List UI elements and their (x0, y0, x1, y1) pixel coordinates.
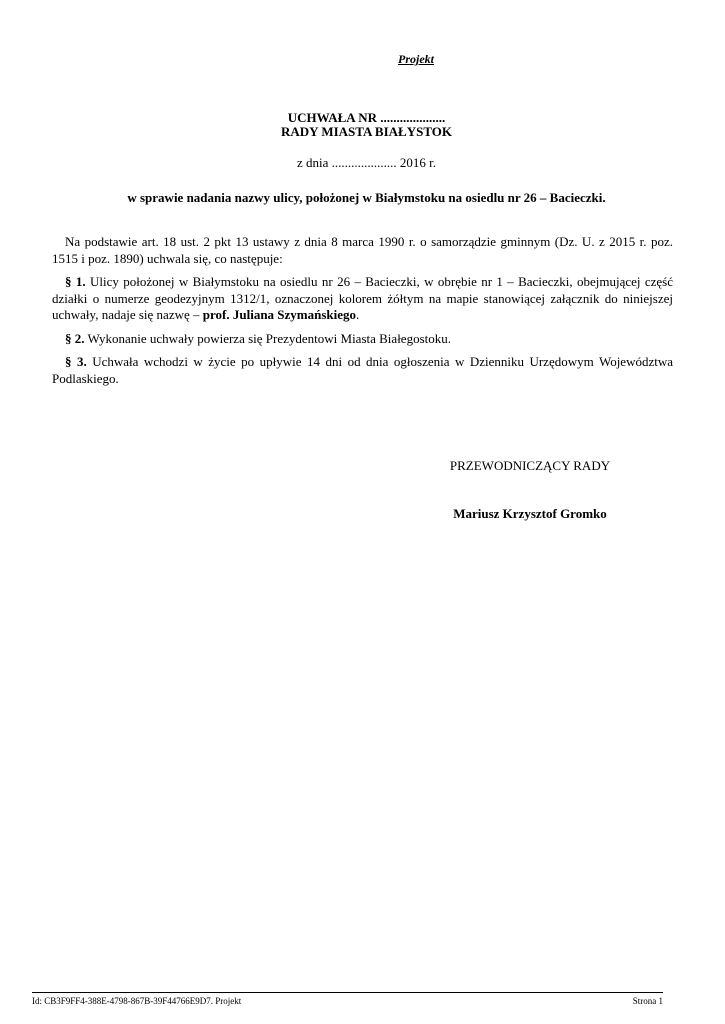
section-3-text: Uchwała wchodzi w życie po upływie 14 dni od dnia ogłoszenia w Dzienniku Urzędowym Województwa Podlaskiego. (52, 354, 674, 386)
section-2-text: Wykonanie uchwały powierza się Prezydentowi Miasta Białegostoku. (84, 330, 451, 346)
projekt-label: Projekt (398, 52, 434, 66)
signature-name: Mariusz Krzysztof Gromko (453, 506, 607, 521)
resolution-subject: w sprawie nadania nazwy ulicy, położonej w Białymstoku na osiedlu nr 26 – Bacieczki. (127, 190, 606, 205)
resolution-number: UCHWAŁA NR .................... (287, 110, 446, 125)
street-name: prof. Juliana Szymańskiego (202, 307, 357, 322)
council-name: RADY MIASTA BIAŁYSTOK (281, 124, 452, 139)
section-1-suffix: . (356, 307, 360, 322)
resolution-date: z dnia .................... 2016 r. (296, 155, 436, 170)
section-1-mark: § 1. (65, 274, 86, 289)
resolution-title (0, 111, 725, 139)
footer-document-id: Id: CB3F9FF4-388E-4798-867B-39F44766E9D7. Projekt (32, 996, 242, 1006)
signature-title: PRZEWODNICZĄCY RADY (449, 458, 611, 473)
section-1 (52, 274, 673, 324)
resolution-body (52, 234, 673, 394)
section-3-mark: § 3. (65, 354, 87, 369)
footer-divider (32, 992, 663, 993)
section-2-mark: § 2. (65, 330, 85, 346)
section-2 (52, 331, 673, 348)
section-1-text: Ulicy położonej w Białymstoku na osiedlu nr 26 – Bacieczki, w obrębie nr 1 – Bacieczki, obejmującej część działki o numerze geodezyjnym 1312/1, oznaczonej kolorem żółtym na mapie stanowiącej załącznik do niniejszej uchwały, nadaje się nazwę – (52, 274, 673, 322)
footer-page-number: Strona 1 (632, 996, 663, 1006)
preamble: Na podstawie art. 18 ust. 2 pkt 13 ustawy z dnia 8 marca 1990 r. o samorządzie gminnym (Dz. U. z 2015 r. poz. 1515 i poz. 1890) uchwala się, co następuje: (52, 234, 673, 266)
section-3 (52, 354, 673, 387)
